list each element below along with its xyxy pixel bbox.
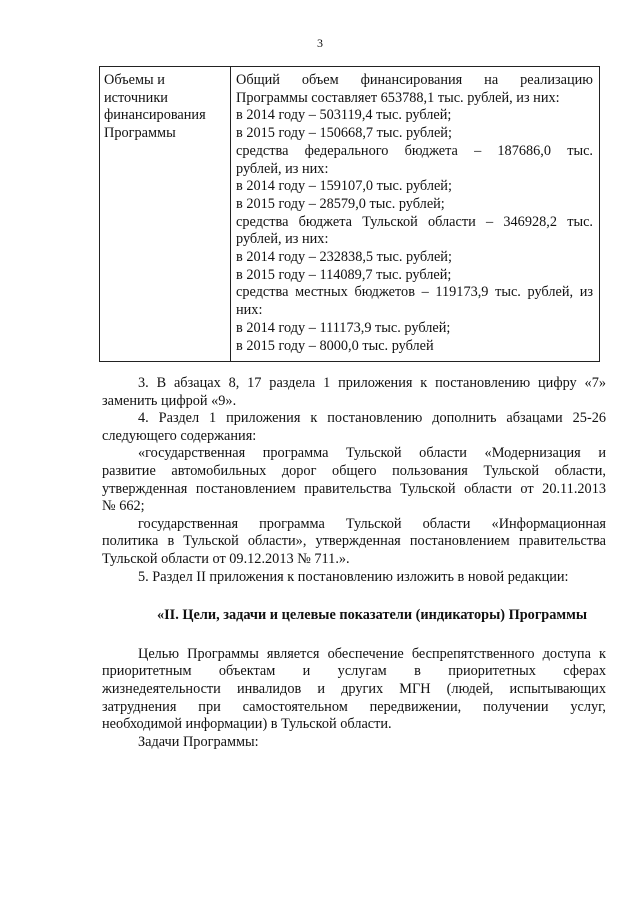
table-row	[100, 67, 600, 362]
text-line: 3. В абзацах 8, 17 раздела 1 приложения к постановлению цифру «7»	[138, 375, 606, 391]
value-line: в 2014 году – 159107,0 тыс. рублей;	[236, 178, 452, 195]
text-line: 4. Раздел 1 приложения к постановлению дополнить абзацами 25-26	[138, 410, 606, 427]
quote-paragraph-2	[102, 516, 606, 569]
financing-table	[99, 66, 600, 362]
paragraph-5	[102, 569, 606, 587]
value-line: в 2014 году – 232838,5 тыс. рублей;	[236, 249, 452, 266]
value-line: в 2015 году – 114089,7 тыс. рублей;	[236, 266, 452, 283]
paragraph-3	[102, 375, 606, 410]
value-line: в 2015 году – 150668,7 тыс. рублей;	[236, 125, 452, 142]
value-line: них:	[236, 302, 263, 319]
value-line: средства бюджета Тульской области – 346928,2 тыс.	[236, 213, 593, 230]
table-value-cell	[231, 67, 600, 362]
value-line: средства местных бюджетов – 119173,9 тыс. рублей, из	[236, 284, 593, 301]
text-line: государственная программа Тульской области «Информационная	[138, 515, 606, 532]
value-line: Общий объем финансирования на реализацию	[236, 72, 593, 88]
text-line: затруднения при самостоятельном передвижении, получении услуг,	[102, 698, 606, 715]
text-line: приоритетным объектам и услугам в приоритетных сферах	[102, 663, 606, 680]
value-line: в 2014 году – 503119,4 тыс. рублей;	[236, 107, 452, 124]
text-line: «государственная программа Тульской области «Модернизация и	[138, 445, 606, 462]
quote-paragraph-1	[102, 445, 606, 515]
text-line: политика в Тульской области», утвержденная постановлением правительства	[102, 533, 606, 550]
value-line: средства федерального бюджета – 187686,0 тыс.	[236, 142, 593, 159]
value-line: рублей, из них:	[236, 231, 329, 248]
paragraph-4	[102, 410, 606, 445]
value-line: в 2014 году – 111173,9 тыс. рублей;	[236, 319, 451, 336]
value-line: рублей, из них:	[236, 160, 329, 177]
text-line: жизнедеятельности инвалидов и других МГН (людей, испытывающих	[102, 680, 606, 697]
text-line: Тульской области от 09.12.2013 № 711.».	[102, 550, 350, 567]
text-line: заменить цифрой «9».	[102, 392, 237, 409]
paragraph-7	[102, 734, 606, 752]
text-line: следующего содержания:	[102, 427, 257, 444]
table-label-cell	[100, 67, 231, 362]
text-line: необходимой информации) в Тульской области.	[102, 716, 392, 733]
text-line: 5. Раздел II приложения к постановлению изложить в новой редакции:	[138, 568, 569, 585]
label-line: Программы	[104, 125, 176, 142]
text-line: утвержденная постановлением правительства Тульской области от 20.11.2013	[102, 480, 606, 497]
value-line: Программы составляет 653788,1 тыс. рублей, из них:	[236, 89, 560, 106]
section-heading: «II. Цели, задачи и целевые показатели (индикаторы) Программы	[156, 607, 588, 624]
text-line: № 662;	[102, 498, 145, 515]
text-line: Задачи Программы:	[138, 733, 259, 750]
value-line: в 2015 году – 8000,0 тыс. рублей	[236, 337, 434, 354]
document-body	[102, 375, 606, 751]
label-line: Объемы и	[104, 72, 165, 88]
paragraph-6	[102, 646, 606, 734]
text-line: развитие автомобильных дорог общего пользования Тульской области,	[102, 462, 606, 479]
label-line: финансирования	[104, 107, 206, 124]
label-line: источники	[104, 89, 168, 106]
text-line: Целью Программы является обеспечение беспрепятственного доступа к	[138, 645, 606, 662]
value-line: в 2015 году – 28579,0 тыс. рублей;	[236, 195, 445, 212]
page-number: 3	[317, 36, 323, 50]
